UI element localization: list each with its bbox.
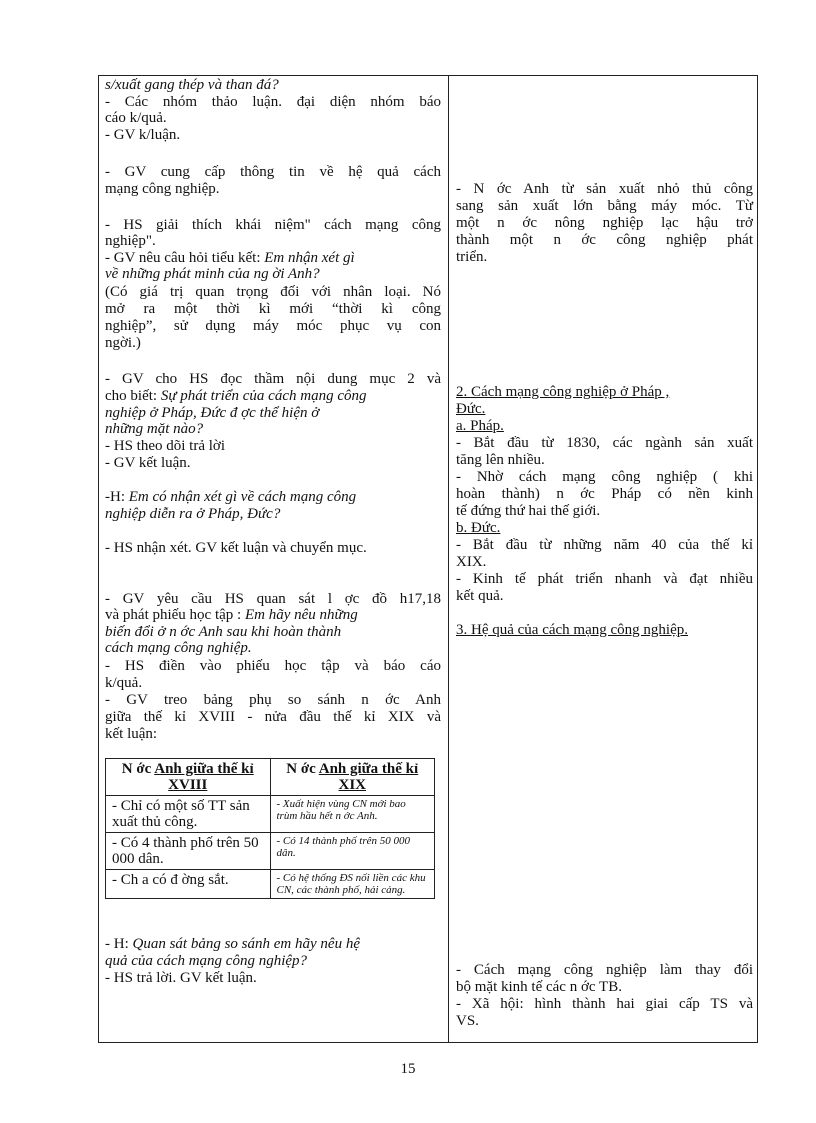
right-text-line: - Nhờ cách mạng công nghiệp ( khi bbox=[456, 469, 753, 485]
left-text-line: - HS điền vào phiếu học tập và báo cáo bbox=[105, 658, 441, 674]
left-text-line: - GV cho HS đọc thầm nội dung mục 2 và bbox=[105, 371, 441, 387]
right-text-line: triển. bbox=[456, 249, 488, 265]
right-text-line: kết quả. bbox=[456, 588, 504, 604]
right-text-line: - N ớc Anh từ sản xuất nhỏ thủ công bbox=[456, 181, 753, 197]
left-text-run: -H: bbox=[105, 489, 129, 505]
section-heading: 2. Cách mạng công nghiệp ở Pháp , bbox=[456, 384, 670, 400]
left-text-run: - GV nêu câu hỏi tiểu kết: bbox=[105, 250, 265, 266]
left-text-line: nghiệp ở Pháp, Đức đ ợc thể hiện ở bbox=[105, 405, 320, 421]
section-heading: 3. Hệ quả của cách mạng công nghiệp. bbox=[456, 622, 688, 638]
header-prefix: N ớc bbox=[121, 761, 155, 777]
right-text-line: XIX. bbox=[456, 554, 487, 570]
left-text-line bbox=[105, 388, 441, 404]
comparison-table-header bbox=[106, 759, 435, 796]
left-text-run: - H: bbox=[105, 936, 133, 952]
table-row bbox=[106, 796, 435, 833]
left-text-line: nghiệp". bbox=[105, 233, 156, 249]
right-text-line: thành một n ớc công nghiệp phát bbox=[456, 232, 753, 248]
table-cell: - Xuất hiện vùng CN mới bao trùm hầu hết n ớc Anh. bbox=[270, 796, 435, 833]
left-question-run: Quan sát bảng so sánh em hãy nêu hệ bbox=[132, 936, 360, 952]
right-text-line: hoàn thành) n ớc Pháp có nền kinh bbox=[456, 486, 753, 502]
table-cell: - Có 14 thành phố trên 50 000 dân. bbox=[270, 833, 435, 870]
table-header-cell bbox=[270, 759, 435, 796]
left-text-line: s/xuất gang thép và than đá? bbox=[105, 77, 279, 93]
table-cell: - Có hệ thống ĐS nối liền các khu CN, các thành phố, hải cảng. bbox=[270, 870, 435, 899]
left-text-line bbox=[105, 489, 441, 505]
left-text-line bbox=[105, 607, 441, 623]
right-text-line: - Xã hội: hình thành hai giai cấp TS và bbox=[456, 996, 753, 1012]
left-text-line: - GV treo bảng phụ so sánh n ớc Anh bbox=[105, 692, 441, 708]
left-text-line: - GV yêu cầu HS quan sát l ợc đồ h17,18 bbox=[105, 591, 441, 607]
header-title: Anh giữa thế kỉ XIX bbox=[318, 761, 419, 793]
left-question-run: Sự phát triển của cách mạng công bbox=[160, 388, 367, 404]
right-text-line: - Kinh tế phát triển nhanh và đạt nhiều bbox=[456, 571, 753, 587]
subsection-heading: b. Đức. bbox=[456, 520, 501, 536]
left-text-line: - GV k/luận. bbox=[105, 127, 181, 143]
page-number: 15 bbox=[400, 1061, 416, 1077]
right-text-line: tăng lên nhiều. bbox=[456, 452, 545, 468]
left-text-line: - HS trả lời. GV kết luận. bbox=[105, 970, 257, 986]
left-text-line: quả của cách mạng công nghiệp? bbox=[105, 953, 308, 969]
table-cell: - Chỉ có một số TT sản xuất thủ công. bbox=[106, 796, 271, 833]
right-text-line: bộ mặt kinh tế các n ớc TB. bbox=[456, 979, 622, 995]
left-text-line: nghiệp diễn ra ở Pháp, Đức? bbox=[105, 506, 281, 522]
header-title: Anh giữa thế kỉ XVIII bbox=[154, 761, 254, 793]
left-text-line: - HS giải thích khái niệm" cách mạng công bbox=[105, 217, 441, 233]
right-text-line: sang sản xuất lớn bằng máy móc. Từ bbox=[456, 198, 753, 214]
right-text-line: một n ớc nông nghiệp lạc hậu trở bbox=[456, 215, 753, 231]
left-text-run: và phát phiếu học tập : bbox=[105, 607, 245, 623]
left-text-line: k/quả. bbox=[105, 675, 143, 691]
left-text-line: - GV cung cấp thông tin về hệ quả cách bbox=[105, 164, 441, 180]
left-question-run: Em hãy nêu những bbox=[244, 607, 358, 623]
subsection-heading: a. Pháp. bbox=[456, 418, 504, 434]
table-header-cell bbox=[106, 759, 271, 796]
left-text-line: mạng công nghiệp. bbox=[105, 181, 220, 197]
left-text-line: - GV kết luận. bbox=[105, 455, 191, 471]
left-text-line: cách mạng công nghiệp. bbox=[105, 640, 252, 656]
left-text-line: ngời.) bbox=[105, 335, 141, 351]
table-row bbox=[106, 870, 435, 899]
table-row bbox=[106, 833, 435, 870]
left-text-line: về những phát minh của ng ời Anh? bbox=[105, 266, 320, 282]
table-cell: - Có 4 thành phố trên 50 000 dân. bbox=[106, 833, 271, 870]
column-divider bbox=[448, 75, 449, 1043]
left-text-line: nghiệp”, sử dụng máy móc phục vụ con bbox=[105, 318, 441, 334]
right-text-line: - Bắt đầu từ 1830, các ngành sản xuất bbox=[456, 435, 753, 451]
left-text-line bbox=[105, 936, 441, 952]
left-question-run: Em có nhận xét gì về cách mạng công bbox=[128, 489, 357, 505]
left-text-line: mở ra một thời kì mới “thời kì công bbox=[105, 301, 441, 317]
left-text-line: cáo k/quả. bbox=[105, 110, 167, 126]
left-text-line: giữa thế kỉ XVIII - nửa đầu thế kỉ XIX và bbox=[105, 709, 441, 725]
right-text-line: - Cách mạng công nghiệp làm thay đổi bbox=[456, 962, 753, 978]
left-text-line bbox=[105, 250, 441, 266]
left-text-line: - Các nhóm thảo luận. đại diện nhóm báo bbox=[105, 94, 441, 110]
left-text-line: (Có giá trị quan trọng đối với nhân loại. Nó bbox=[105, 284, 441, 300]
header-prefix: N ớc bbox=[286, 761, 319, 777]
section-heading: Đức. bbox=[456, 401, 486, 417]
left-text-line: những mặt nào? bbox=[105, 421, 204, 437]
left-text-run: cho biết: bbox=[105, 388, 161, 404]
right-text-line: tế đứng thứ hai thế giới. bbox=[456, 503, 601, 519]
right-text-line: VS. bbox=[456, 1013, 479, 1029]
comparison-table bbox=[105, 758, 435, 899]
left-text-line: - HS theo dõi trả lời bbox=[105, 438, 225, 454]
table-cell: - Ch a có đ ờng sắt. bbox=[106, 870, 271, 899]
left-question-run: Em nhận xét gì bbox=[264, 250, 355, 266]
left-text-line: - HS nhận xét. GV kết luận và chuyển mục. bbox=[105, 540, 367, 556]
left-text-line: biến đổi ở n ớc Anh sau khi hoàn thành bbox=[105, 624, 342, 640]
left-text-line: kết luận: bbox=[105, 726, 158, 742]
right-text-line: - Bắt đầu từ những năm 40 của thế kỉ bbox=[456, 537, 753, 553]
